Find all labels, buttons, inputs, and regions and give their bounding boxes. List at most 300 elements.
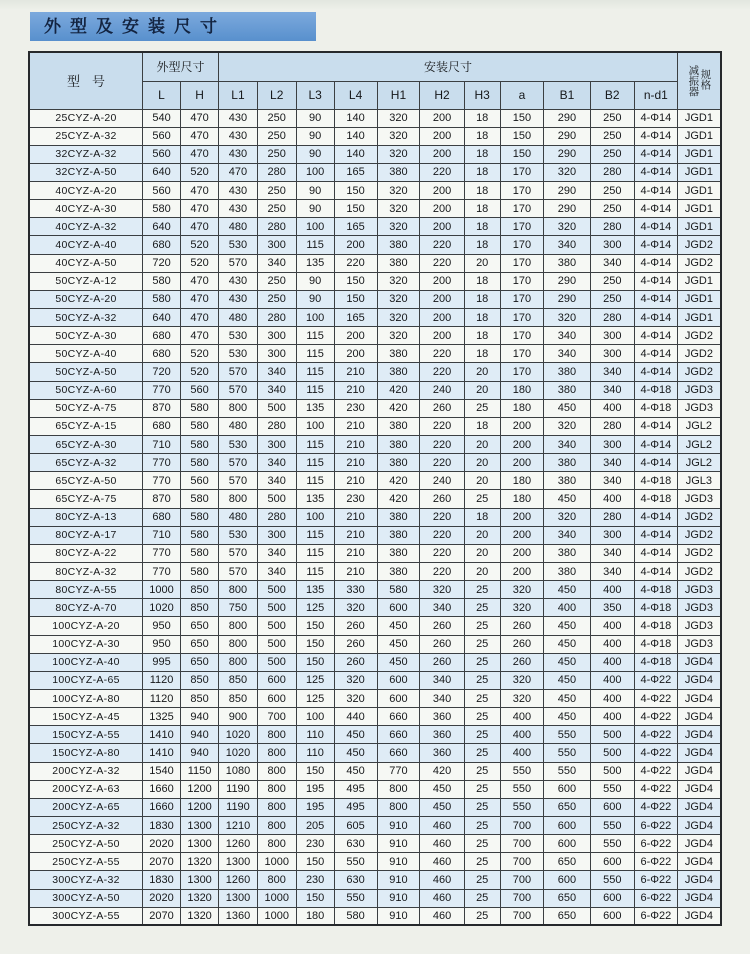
table-row	[29, 236, 721, 254]
table-row	[29, 762, 721, 780]
cell-B2: 600	[590, 907, 634, 925]
cell-H3: 25	[464, 726, 500, 744]
cell-B1: 320	[544, 417, 590, 435]
cell-a: 200	[500, 544, 544, 562]
cell-H3: 25	[464, 490, 500, 508]
cell-L3: 100	[296, 417, 334, 435]
cell-L: 1660	[143, 780, 181, 798]
table-row	[29, 563, 721, 581]
cell-L1: 1020	[219, 744, 258, 762]
cell-n-d1: 4-Φ22	[634, 780, 677, 798]
cell-H: 580	[181, 417, 219, 435]
cell-H: 520	[181, 236, 219, 254]
cell-B1: 600	[544, 835, 590, 853]
cell-H: 580	[181, 544, 219, 562]
cell-H: 1320	[181, 907, 219, 925]
cell-L: 1540	[143, 762, 181, 780]
cell-H1: 380	[377, 163, 420, 181]
cell-L4: 140	[334, 127, 377, 145]
cell-n-d1: 4-Φ14	[634, 236, 677, 254]
cell-H: 580	[181, 526, 219, 544]
cell-L2: 1000	[257, 853, 296, 871]
cell-L2: 250	[257, 200, 296, 218]
cell-H2: 450	[420, 780, 464, 798]
cell-H3: 25	[464, 599, 500, 617]
cell-damper-spec: JGD4	[677, 708, 721, 726]
cell-H3: 25	[464, 835, 500, 853]
cell-H: 1200	[181, 798, 219, 816]
cell-B1: 290	[544, 182, 590, 200]
cell-H3: 20	[464, 254, 500, 272]
cell-H2: 340	[420, 671, 464, 689]
cell-H1: 380	[377, 508, 420, 526]
cell-L1: 570	[219, 472, 258, 490]
cell-damper-spec: JGD3	[677, 381, 721, 399]
cell-H2: 460	[420, 907, 464, 925]
cell-damper-spec: JGD1	[677, 163, 721, 181]
cell-L1: 430	[219, 272, 258, 290]
cell-L2: 340	[257, 363, 296, 381]
cell-L4: 450	[334, 726, 377, 744]
cell-L1: 1190	[219, 780, 258, 798]
cell-B1: 450	[544, 617, 590, 635]
cell-H3: 25	[464, 762, 500, 780]
cell-model: 50CYZ-A-50	[29, 363, 143, 381]
cell-H2: 220	[420, 163, 464, 181]
cell-a: 170	[500, 363, 544, 381]
cell-L1: 800	[219, 399, 258, 417]
cell-H1: 660	[377, 726, 420, 744]
cell-H3: 25	[464, 653, 500, 671]
cell-L2: 280	[257, 309, 296, 327]
cell-B1: 650	[544, 889, 590, 907]
cell-B1: 290	[544, 272, 590, 290]
table-row	[29, 526, 721, 544]
cell-H3: 25	[464, 889, 500, 907]
cell-H1: 380	[377, 436, 420, 454]
cell-B1: 380	[544, 472, 590, 490]
cell-L3: 100	[296, 309, 334, 327]
cell-H2: 450	[420, 798, 464, 816]
cell-model: 50CYZ-A-20	[29, 290, 143, 308]
cell-L2: 250	[257, 272, 296, 290]
cell-a: 550	[500, 762, 544, 780]
cell-L3: 110	[296, 726, 334, 744]
cell-L: 870	[143, 490, 181, 508]
cell-a: 550	[500, 798, 544, 816]
cell-model: 50CYZ-A-40	[29, 345, 143, 363]
cell-a: 700	[500, 871, 544, 889]
cell-B1: 550	[544, 726, 590, 744]
cell-H3: 20	[464, 526, 500, 544]
table-header	[29, 52, 721, 109]
cell-L4: 210	[334, 436, 377, 454]
cell-damper-spec: JGD4	[677, 744, 721, 762]
cell-model: 50CYZ-A-32	[29, 309, 143, 327]
cell-H3: 18	[464, 508, 500, 526]
cell-a: 200	[500, 563, 544, 581]
cell-damper-spec: JGD2	[677, 254, 721, 272]
cell-n-d1: 4-Φ18	[634, 472, 677, 490]
table-row	[29, 798, 721, 816]
cell-a: 700	[500, 907, 544, 925]
cell-L4: 495	[334, 780, 377, 798]
cell-a: 200	[500, 454, 544, 472]
cell-a: 150	[500, 109, 544, 127]
cell-B1: 450	[544, 635, 590, 653]
cell-B2: 250	[590, 272, 634, 290]
cell-L: 710	[143, 526, 181, 544]
cell-H1: 380	[377, 254, 420, 272]
cell-B1: 340	[544, 526, 590, 544]
cell-L: 540	[143, 109, 181, 127]
cell-H3: 18	[464, 109, 500, 127]
cell-L3: 195	[296, 780, 334, 798]
damper-label-part2: 规格	[699, 69, 712, 91]
cell-B2: 250	[590, 182, 634, 200]
cell-L2: 800	[257, 726, 296, 744]
cell-model: 100CYZ-A-40	[29, 653, 143, 671]
cell-B2: 400	[590, 708, 634, 726]
cell-damper-spec: JGD4	[677, 671, 721, 689]
column-header-B1: B1	[544, 81, 590, 109]
cell-model: 200CYZ-A-65	[29, 798, 143, 816]
cell-L1: 570	[219, 563, 258, 581]
cell-n-d1: 6-Φ22	[634, 907, 677, 925]
cell-L1: 800	[219, 490, 258, 508]
table-row	[29, 690, 721, 708]
cell-L: 770	[143, 454, 181, 472]
cell-damper-spec: JGD4	[677, 690, 721, 708]
cell-damper-spec: JGL2	[677, 454, 721, 472]
cell-L: 2070	[143, 907, 181, 925]
cell-H: 470	[181, 218, 219, 236]
cell-H1: 380	[377, 563, 420, 581]
cell-L2: 500	[257, 490, 296, 508]
cell-L: 1120	[143, 671, 181, 689]
cell-H3: 18	[464, 327, 500, 345]
cell-H1: 380	[377, 454, 420, 472]
cell-B2: 600	[590, 798, 634, 816]
cell-L: 710	[143, 436, 181, 454]
cell-L3: 100	[296, 163, 334, 181]
cell-B2: 300	[590, 526, 634, 544]
cell-H1: 380	[377, 345, 420, 363]
cell-H1: 450	[377, 635, 420, 653]
cell-H: 850	[181, 671, 219, 689]
cell-L: 560	[143, 127, 181, 145]
cell-B2: 340	[590, 254, 634, 272]
cell-L1: 480	[219, 508, 258, 526]
cell-L2: 800	[257, 871, 296, 889]
cell-L4: 150	[334, 182, 377, 200]
cell-H: 580	[181, 454, 219, 472]
cell-L2: 1000	[257, 907, 296, 925]
cell-n-d1: 4-Φ14	[634, 200, 677, 218]
cell-a: 400	[500, 726, 544, 744]
table-row	[29, 835, 721, 853]
cell-model: 150CYZ-A-55	[29, 726, 143, 744]
cell-L2: 280	[257, 417, 296, 435]
cell-H: 470	[181, 327, 219, 345]
cell-B2: 400	[590, 653, 634, 671]
cell-H1: 320	[377, 182, 420, 200]
cell-B2: 550	[590, 780, 634, 798]
cell-L: 1830	[143, 871, 181, 889]
cell-L2: 340	[257, 544, 296, 562]
cell-L1: 480	[219, 309, 258, 327]
cell-H1: 420	[377, 472, 420, 490]
cell-damper-spec: JGD4	[677, 889, 721, 907]
cell-B1: 450	[544, 399, 590, 417]
cell-B1: 380	[544, 363, 590, 381]
cell-damper-spec: JGD1	[677, 182, 721, 200]
cell-damper-spec: JGD2	[677, 526, 721, 544]
cell-L: 2020	[143, 835, 181, 853]
cell-model: 200CYZ-A-63	[29, 780, 143, 798]
table-row	[29, 254, 721, 272]
cell-L4: 630	[334, 871, 377, 889]
cell-model: 80CYZ-A-17	[29, 526, 143, 544]
cell-L: 1325	[143, 708, 181, 726]
table-row	[29, 182, 721, 200]
cell-H: 520	[181, 254, 219, 272]
cell-model: 65CYZ-A-50	[29, 472, 143, 490]
table-row	[29, 581, 721, 599]
column-header-model: 型号	[29, 52, 143, 109]
cell-L2: 300	[257, 526, 296, 544]
cell-a: 320	[500, 671, 544, 689]
cell-H2: 220	[420, 508, 464, 526]
table-row	[29, 109, 721, 127]
cell-L1: 800	[219, 635, 258, 653]
cell-n-d1: 4-Φ18	[634, 653, 677, 671]
cell-L2: 1000	[257, 889, 296, 907]
cell-L: 770	[143, 472, 181, 490]
cell-H2: 220	[420, 436, 464, 454]
cell-L: 770	[143, 563, 181, 581]
damper-header-label	[678, 53, 720, 109]
cell-H: 470	[181, 290, 219, 308]
cell-L3: 110	[296, 744, 334, 762]
cell-L3: 115	[296, 236, 334, 254]
cell-H: 520	[181, 363, 219, 381]
cell-L3: 115	[296, 381, 334, 399]
cell-L2: 800	[257, 816, 296, 834]
cell-H: 580	[181, 490, 219, 508]
cell-damper-spec: JGD1	[677, 309, 721, 327]
table-row	[29, 454, 721, 472]
cell-L3: 90	[296, 182, 334, 200]
cell-model: 32CYZ-A-50	[29, 163, 143, 181]
cell-L2: 340	[257, 472, 296, 490]
table-row	[29, 871, 721, 889]
cell-H: 580	[181, 563, 219, 581]
cell-H2: 420	[420, 762, 464, 780]
cell-L1: 1020	[219, 726, 258, 744]
table-row	[29, 381, 721, 399]
cell-model: 65CYZ-A-75	[29, 490, 143, 508]
cell-a: 180	[500, 399, 544, 417]
cell-H1: 800	[377, 798, 420, 816]
cell-model: 65CYZ-A-32	[29, 454, 143, 472]
cell-H1: 380	[377, 526, 420, 544]
cell-H1: 800	[377, 780, 420, 798]
cell-H3: 18	[464, 182, 500, 200]
cell-L2: 500	[257, 399, 296, 417]
table-row	[29, 327, 721, 345]
cell-L2: 500	[257, 653, 296, 671]
cell-B2: 500	[590, 726, 634, 744]
cell-H3: 20	[464, 363, 500, 381]
cell-a: 320	[500, 690, 544, 708]
cell-L4: 550	[334, 853, 377, 871]
cell-L: 720	[143, 254, 181, 272]
cell-L4: 165	[334, 309, 377, 327]
cell-H3: 25	[464, 744, 500, 762]
cell-H3: 25	[464, 780, 500, 798]
cell-L3: 135	[296, 581, 334, 599]
cell-H1: 450	[377, 653, 420, 671]
cell-B1: 380	[544, 254, 590, 272]
cell-H2: 340	[420, 690, 464, 708]
cell-H1: 320	[377, 127, 420, 145]
cell-B2: 400	[590, 671, 634, 689]
cell-B1: 290	[544, 127, 590, 145]
cell-H1: 380	[377, 544, 420, 562]
cell-L3: 180	[296, 907, 334, 925]
cell-H2: 200	[420, 272, 464, 290]
table-row	[29, 200, 721, 218]
cell-B2: 340	[590, 363, 634, 381]
cell-H: 470	[181, 272, 219, 290]
cell-L1: 750	[219, 599, 258, 617]
cell-n-d1: 6-Φ22	[634, 816, 677, 834]
cell-H3: 25	[464, 871, 500, 889]
cell-model: 250CYZ-A-55	[29, 853, 143, 871]
cell-H3: 25	[464, 690, 500, 708]
cell-L1: 1300	[219, 853, 258, 871]
table-row	[29, 472, 721, 490]
cell-B1: 650	[544, 907, 590, 925]
cell-model: 250CYZ-A-32	[29, 816, 143, 834]
cell-a: 550	[500, 780, 544, 798]
cell-L3: 90	[296, 145, 334, 163]
cell-model: 80CYZ-A-13	[29, 508, 143, 526]
cell-a: 170	[500, 218, 544, 236]
cell-B1: 450	[544, 690, 590, 708]
cell-L3: 150	[296, 762, 334, 780]
cell-L3: 125	[296, 599, 334, 617]
cell-damper-spec: JGD2	[677, 236, 721, 254]
cell-L1: 480	[219, 417, 258, 435]
cell-L: 580	[143, 290, 181, 308]
cell-H2: 240	[420, 381, 464, 399]
cell-L3: 115	[296, 472, 334, 490]
cell-L4: 210	[334, 508, 377, 526]
cell-a: 170	[500, 345, 544, 363]
cell-L4: 210	[334, 526, 377, 544]
column-header-H: H	[181, 81, 219, 109]
cell-B2: 280	[590, 163, 634, 181]
cell-L2: 600	[257, 671, 296, 689]
cell-L4: 230	[334, 399, 377, 417]
cell-a: 260	[500, 635, 544, 653]
cell-model: 300CYZ-A-32	[29, 871, 143, 889]
cell-H3: 18	[464, 218, 500, 236]
cell-B2: 340	[590, 563, 634, 581]
cell-model: 40CYZ-A-40	[29, 236, 143, 254]
cell-H2: 220	[420, 236, 464, 254]
cell-H2: 240	[420, 472, 464, 490]
cell-H: 1200	[181, 780, 219, 798]
cell-L3: 150	[296, 653, 334, 671]
cell-H1: 600	[377, 690, 420, 708]
cell-n-d1: 4-Φ14	[634, 508, 677, 526]
cell-L2: 800	[257, 762, 296, 780]
cell-B1: 450	[544, 581, 590, 599]
cell-B2: 600	[590, 889, 634, 907]
cell-L1: 530	[219, 436, 258, 454]
cell-damper-spec: JGL3	[677, 472, 721, 490]
cell-H1: 910	[377, 889, 420, 907]
cell-a: 170	[500, 290, 544, 308]
cell-B1: 290	[544, 200, 590, 218]
column-header-damper-spec	[677, 52, 721, 109]
cell-L3: 90	[296, 200, 334, 218]
cell-n-d1: 4-Φ22	[634, 690, 677, 708]
column-header-n-d1: n-d1	[634, 81, 677, 109]
cell-damper-spec: JGD4	[677, 907, 721, 925]
cell-L: 950	[143, 635, 181, 653]
cell-H1: 320	[377, 272, 420, 290]
cell-L3: 135	[296, 399, 334, 417]
table-row	[29, 290, 721, 308]
cell-H1: 420	[377, 399, 420, 417]
cell-L3: 115	[296, 363, 334, 381]
cell-H3: 18	[464, 417, 500, 435]
cell-H1: 910	[377, 907, 420, 925]
cell-n-d1: 4-Φ14	[634, 544, 677, 562]
cell-L2: 340	[257, 254, 296, 272]
cell-L4: 210	[334, 454, 377, 472]
cell-L1: 850	[219, 690, 258, 708]
column-header-H3: H3	[464, 81, 500, 109]
cell-damper-spec: JGD3	[677, 490, 721, 508]
cell-n-d1: 4-Φ18	[634, 399, 677, 417]
cell-L: 680	[143, 345, 181, 363]
cell-H3: 18	[464, 145, 500, 163]
cell-L4: 165	[334, 218, 377, 236]
cell-L1: 570	[219, 381, 258, 399]
cell-a: 170	[500, 236, 544, 254]
cell-n-d1: 4-Φ22	[634, 671, 677, 689]
cell-H3: 18	[464, 272, 500, 290]
cell-B1: 550	[544, 762, 590, 780]
cell-a: 180	[500, 490, 544, 508]
cell-L4: 200	[334, 327, 377, 345]
cell-L3: 115	[296, 454, 334, 472]
table-row	[29, 816, 721, 834]
cell-n-d1: 4-Φ14	[634, 309, 677, 327]
cell-model: 40CYZ-A-50	[29, 254, 143, 272]
table-row	[29, 309, 721, 327]
cell-B1: 600	[544, 816, 590, 834]
cell-B1: 450	[544, 653, 590, 671]
cell-B2: 400	[590, 690, 634, 708]
cell-B2: 600	[590, 853, 634, 871]
cell-B2: 400	[590, 635, 634, 653]
